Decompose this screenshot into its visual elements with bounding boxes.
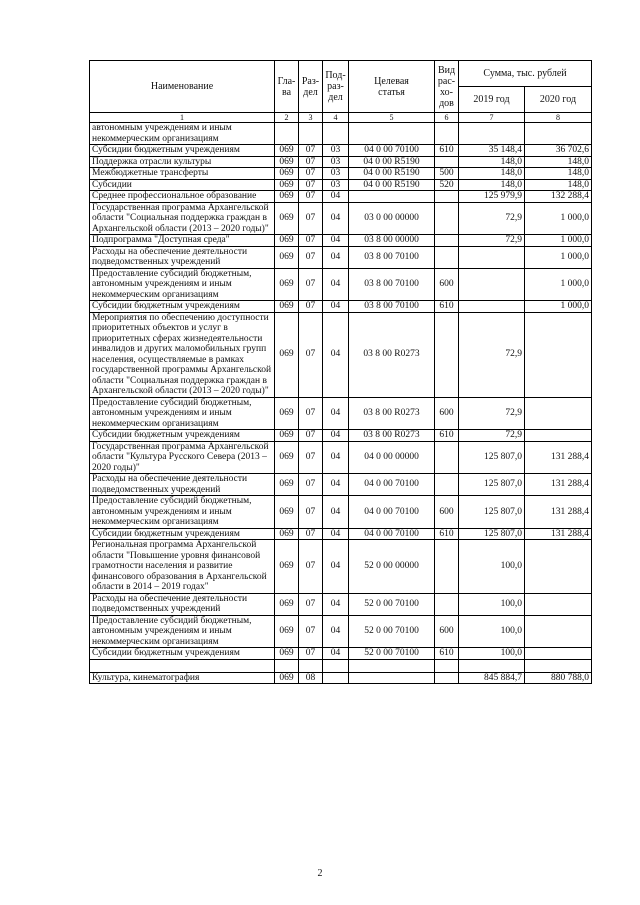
row-vid: 600 <box>435 615 459 648</box>
row-target: 52 0 00 70100 <box>349 615 435 648</box>
row-name: Мероприятия по обеспечению доступности приоритетных объектов и услуг в приоритетных сферах жизнедеятельности инвалидов и других маломобильных групп населения, осуществляемые в рамках государственной программы Архангельской области "Социальная поддержка граждан в Архангельской области (2013 – 2020 годы)" <box>90 312 275 397</box>
row-glava: 069 <box>275 179 299 191</box>
row-name: Государственная программа Архангельской области "Культура Русского Севера (2013 – 2020 годы)" <box>90 441 275 474</box>
row-target: 04 0 00 R5190 <box>349 168 435 180</box>
page-number: 2 <box>317 868 323 879</box>
row-glava: 069 <box>275 540 299 594</box>
table-row <box>90 496 592 529</box>
row-razdel: 08 <box>299 672 323 684</box>
table-row <box>90 659 592 672</box>
row-glava: 069 <box>275 593 299 615</box>
row-name: Предоставление субсидий бюджетным, автономным учреждениям и иным некоммерческим организациям <box>90 615 275 648</box>
row-name: Предоставление субсидий бюджетным, автономным учреждениям и иным некоммерческим организациям <box>90 496 275 529</box>
row-target: 52 0 00 70100 <box>349 593 435 615</box>
row-glava: 069 <box>275 235 299 247</box>
row-target: 04 0 00 70100 <box>349 474 435 496</box>
row-razdel <box>299 123 323 145</box>
row-target: 52 0 00 00000 <box>349 540 435 594</box>
table-row <box>90 202 592 235</box>
header-name: Наименование <box>90 61 275 113</box>
row-vid: 610 <box>435 648 459 660</box>
row-glava: 069 <box>275 168 299 180</box>
row-sum-2019: 100,0 <box>459 593 525 615</box>
row-glava <box>275 123 299 145</box>
table-row <box>90 672 592 684</box>
row-podrazdel: 04 <box>323 268 349 301</box>
row-name: Субсидии бюджетным учреждениям <box>90 301 275 313</box>
row-sum-2020: 1 000,0 <box>525 301 592 313</box>
row-name: Субсидии <box>90 179 275 191</box>
row-target <box>349 191 435 203</box>
column-index: 8 <box>525 113 592 123</box>
row-podrazdel: 04 <box>323 312 349 397</box>
column-index: 2 <box>275 113 299 123</box>
row-sum-2020 <box>525 312 592 397</box>
row-sum-2019: 148,0 <box>459 168 525 180</box>
row-podrazdel: 04 <box>323 540 349 594</box>
row-sum-2020 <box>525 430 592 442</box>
row-target: 04 0 00 00000 <box>349 441 435 474</box>
column-index: 7 <box>459 113 525 123</box>
row-name: Среднее профессиональное образование <box>90 191 275 203</box>
row-vid: 610 <box>435 528 459 540</box>
row-sum-2019 <box>459 246 525 268</box>
header-razdel: Раз- дел <box>299 61 323 113</box>
row-vid: 610 <box>435 430 459 442</box>
row-sum-2019: 125 807,0 <box>459 528 525 540</box>
row-glava: 069 <box>275 528 299 540</box>
row-sum-2019: 100,0 <box>459 648 525 660</box>
row-vid: 600 <box>435 397 459 430</box>
column-index-row <box>90 113 592 123</box>
row-sum-2020: 148,0 <box>525 156 592 168</box>
header-sum: Сумма, тыс. рублей <box>459 61 592 87</box>
row-razdel: 07 <box>299 168 323 180</box>
row-podrazdel: 04 <box>323 430 349 442</box>
row-podrazdel: 04 <box>323 397 349 430</box>
row-target: 03 0 00 00000 <box>349 202 435 235</box>
row-target: 04 0 00 R5190 <box>349 179 435 191</box>
row-sum-2020 <box>525 648 592 660</box>
table-row <box>90 191 592 203</box>
row-razdel: 07 <box>299 202 323 235</box>
row-podrazdel: 04 <box>323 441 349 474</box>
row-razdel: 07 <box>299 496 323 529</box>
row-podrazdel: 03 <box>323 145 349 157</box>
row-sum-2019: 72,9 <box>459 397 525 430</box>
row-podrazdel: 04 <box>323 235 349 247</box>
column-index: 6 <box>435 113 459 123</box>
row-glava: 069 <box>275 312 299 397</box>
row-name: Расходы на обеспечение деятельности подведомственных учреждений <box>90 246 275 268</box>
row-podrazdel: 04 <box>323 496 349 529</box>
row-vid <box>435 235 459 247</box>
row-sum-2019: 125 807,0 <box>459 441 525 474</box>
row-razdel: 07 <box>299 648 323 660</box>
row-name: автономным учреждениям и иным некоммерческим организациям <box>90 123 275 145</box>
row-name: Региональная программа Архангельской области "Повышение уровня финансовой грамотности населения и развитие финансового образования в Архангельской области в 2014 – 2019 годах" <box>90 540 275 594</box>
row-razdel: 07 <box>299 540 323 594</box>
row-name: Предоставление субсидий бюджетным, автономным учреждениям и иным некоммерческим организациям <box>90 397 275 430</box>
row-podrazdel: 04 <box>323 202 349 235</box>
row-sum-2020 <box>525 397 592 430</box>
row-target <box>349 672 435 684</box>
row-vid <box>435 246 459 268</box>
row-glava: 069 <box>275 246 299 268</box>
row-vid: 520 <box>435 179 459 191</box>
row-vid: 500 <box>435 168 459 180</box>
row-target: 03 8 00 R0273 <box>349 430 435 442</box>
row-target: 03 8 00 R0273 <box>349 312 435 397</box>
row-sum-2019: 148,0 <box>459 179 525 191</box>
row-podrazdel: 03 <box>323 156 349 168</box>
row-sum-2020: 148,0 <box>525 168 592 180</box>
row-name: Культура, кинематография <box>90 672 275 684</box>
row-name: Расходы на обеспечение деятельности подведомственных учреждений <box>90 593 275 615</box>
row-razdel: 07 <box>299 179 323 191</box>
row-razdel: 07 <box>299 235 323 247</box>
header-year-2019: 2019 год <box>459 87 525 113</box>
table-row <box>90 615 592 648</box>
row-name: Субсидии бюджетным учреждениям <box>90 528 275 540</box>
row-glava: 069 <box>275 268 299 301</box>
header-year-2020: 2020 год <box>525 87 592 113</box>
row-podrazdel: 04 <box>323 474 349 496</box>
row-sum-2020 <box>525 659 592 672</box>
row-sum-2020: 880 788,0 <box>525 672 592 684</box>
row-vid <box>435 312 459 397</box>
row-podrazdel: 04 <box>323 528 349 540</box>
row-vid: 610 <box>435 301 459 313</box>
row-name: Субсидии бюджетным учреждениям <box>90 648 275 660</box>
column-index: 3 <box>299 113 323 123</box>
row-sum-2020 <box>525 540 592 594</box>
row-vid: 610 <box>435 145 459 157</box>
row-glava: 069 <box>275 202 299 235</box>
table-row <box>90 593 592 615</box>
row-sum-2020 <box>525 593 592 615</box>
header-target: Целевая статья <box>349 61 435 113</box>
header-podrazdel: Под- раз- дел <box>323 61 349 113</box>
row-name: Подпрограмма "Доступная среда" <box>90 235 275 247</box>
row-name: Предоставление субсидий бюджетным, автономным учреждениям и иным некоммерческим организациям <box>90 268 275 301</box>
table-row <box>90 235 592 247</box>
table-row <box>90 123 592 145</box>
column-index: 4 <box>323 113 349 123</box>
header-vid: Вид рас- хо- дов <box>435 61 459 113</box>
row-glava: 069 <box>275 430 299 442</box>
table-body <box>90 123 592 684</box>
row-vid: 600 <box>435 496 459 529</box>
row-glava: 069 <box>275 441 299 474</box>
row-name: Межбюджетные трансферты <box>90 168 275 180</box>
row-target: 04 0 00 70100 <box>349 145 435 157</box>
row-glava: 069 <box>275 615 299 648</box>
table-row <box>90 441 592 474</box>
row-vid: 600 <box>435 268 459 301</box>
row-razdel: 07 <box>299 312 323 397</box>
table-row <box>90 145 592 157</box>
row-vid <box>435 441 459 474</box>
table-row <box>90 168 592 180</box>
row-podrazdel <box>323 672 349 684</box>
column-index: 1 <box>90 113 275 123</box>
row-sum-2019: 845 884,7 <box>459 672 525 684</box>
row-name: Субсидии бюджетным учреждениям <box>90 430 275 442</box>
row-name: Субсидии бюджетным учреждениям <box>90 145 275 157</box>
row-podrazdel: 03 <box>323 179 349 191</box>
row-sum-2020: 131 288,4 <box>525 474 592 496</box>
row-target: 04 0 00 R5190 <box>349 156 435 168</box>
row-sum-2020: 1 000,0 <box>525 246 592 268</box>
row-podrazdel: 04 <box>323 301 349 313</box>
row-podrazdel: 04 <box>323 246 349 268</box>
row-target: 03 8 00 70100 <box>349 301 435 313</box>
row-sum-2019 <box>459 301 525 313</box>
row-vid <box>435 593 459 615</box>
row-vid <box>435 123 459 145</box>
row-glava: 069 <box>275 672 299 684</box>
row-sum-2019: 35 148,4 <box>459 145 525 157</box>
table-row <box>90 397 592 430</box>
table-row <box>90 301 592 313</box>
row-target: 04 0 00 70100 <box>349 528 435 540</box>
row-target: 03 8 00 70100 <box>349 268 435 301</box>
row-sum-2020: 131 288,4 <box>525 441 592 474</box>
row-glava: 069 <box>275 496 299 529</box>
row-podrazdel: 03 <box>323 168 349 180</box>
row-sum-2019: 100,0 <box>459 615 525 648</box>
row-glava: 069 <box>275 397 299 430</box>
header-glava: Гла- ва <box>275 61 299 113</box>
row-glava: 069 <box>275 191 299 203</box>
table-row <box>90 246 592 268</box>
row-target <box>349 123 435 145</box>
row-sum-2019: 148,0 <box>459 156 525 168</box>
row-podrazdel: 04 <box>323 615 349 648</box>
row-razdel <box>299 659 323 672</box>
row-sum-2020: 1 000,0 <box>525 268 592 301</box>
row-glava: 069 <box>275 145 299 157</box>
row-podrazdel: 04 <box>323 648 349 660</box>
row-podrazdel: 04 <box>323 593 349 615</box>
row-podrazdel: 04 <box>323 191 349 203</box>
row-vid <box>435 191 459 203</box>
row-sum-2019: 72,9 <box>459 430 525 442</box>
row-razdel: 07 <box>299 246 323 268</box>
row-razdel: 07 <box>299 615 323 648</box>
row-glava: 069 <box>275 648 299 660</box>
row-sum-2019: 72,9 <box>459 312 525 397</box>
row-razdel: 07 <box>299 156 323 168</box>
row-vid <box>435 202 459 235</box>
row-razdel: 07 <box>299 191 323 203</box>
table-row <box>90 268 592 301</box>
row-target: 03 8 00 70100 <box>349 246 435 268</box>
table-row <box>90 528 592 540</box>
row-razdel: 07 <box>299 145 323 157</box>
row-name: Расходы на обеспечение деятельности подведомственных учреждений <box>90 474 275 496</box>
row-sum-2020: 132 288,4 <box>525 191 592 203</box>
row-sum-2019: 72,9 <box>459 235 525 247</box>
row-podrazdel <box>323 659 349 672</box>
row-target: 03 8 00 R0273 <box>349 397 435 430</box>
row-sum-2020: 1 000,0 <box>525 202 592 235</box>
row-target: 03 8 00 00000 <box>349 235 435 247</box>
row-sum-2019: 125 979,9 <box>459 191 525 203</box>
row-sum-2020: 131 288,4 <box>525 496 592 529</box>
row-razdel: 07 <box>299 430 323 442</box>
table-row <box>90 474 592 496</box>
row-name <box>90 659 275 672</box>
row-sum-2019 <box>459 123 525 145</box>
row-razdel: 07 <box>299 268 323 301</box>
table-row <box>90 430 592 442</box>
row-razdel: 07 <box>299 474 323 496</box>
row-target: 52 0 00 70100 <box>349 648 435 660</box>
row-podrazdel <box>323 123 349 145</box>
row-glava: 069 <box>275 301 299 313</box>
row-target: 04 0 00 70100 <box>349 496 435 529</box>
table-header <box>90 61 592 123</box>
row-razdel: 07 <box>299 397 323 430</box>
row-razdel: 07 <box>299 528 323 540</box>
row-vid <box>435 540 459 594</box>
row-sum-2019: 125 807,0 <box>459 474 525 496</box>
table-row <box>90 156 592 168</box>
budget-table <box>89 60 592 684</box>
row-razdel: 07 <box>299 441 323 474</box>
row-sum-2019: 125 807,0 <box>459 496 525 529</box>
row-sum-2019: 100,0 <box>459 540 525 594</box>
row-sum-2020: 148,0 <box>525 179 592 191</box>
row-sum-2019 <box>459 268 525 301</box>
row-name: Государственная программа Архангельской области "Социальная поддержка граждан в Архангельской области (2013 – 2020 годы)" <box>90 202 275 235</box>
row-name: Поддержка отрасли культуры <box>90 156 275 168</box>
row-sum-2020 <box>525 615 592 648</box>
table-row <box>90 179 592 191</box>
row-vid <box>435 659 459 672</box>
row-razdel: 07 <box>299 593 323 615</box>
row-glava: 069 <box>275 156 299 168</box>
row-vid <box>435 672 459 684</box>
row-razdel: 07 <box>299 301 323 313</box>
column-index: 5 <box>349 113 435 123</box>
row-sum-2020 <box>525 123 592 145</box>
row-glava: 069 <box>275 474 299 496</box>
table-row <box>90 648 592 660</box>
table-row <box>90 312 592 397</box>
table-row <box>90 540 592 594</box>
row-sum-2020: 36 702,6 <box>525 145 592 157</box>
row-target <box>349 659 435 672</box>
row-sum-2020: 131 288,4 <box>525 528 592 540</box>
row-vid <box>435 156 459 168</box>
row-sum-2019 <box>459 659 525 672</box>
row-glava <box>275 659 299 672</box>
row-vid <box>435 474 459 496</box>
row-sum-2019: 72,9 <box>459 202 525 235</box>
row-sum-2020: 1 000,0 <box>525 235 592 247</box>
